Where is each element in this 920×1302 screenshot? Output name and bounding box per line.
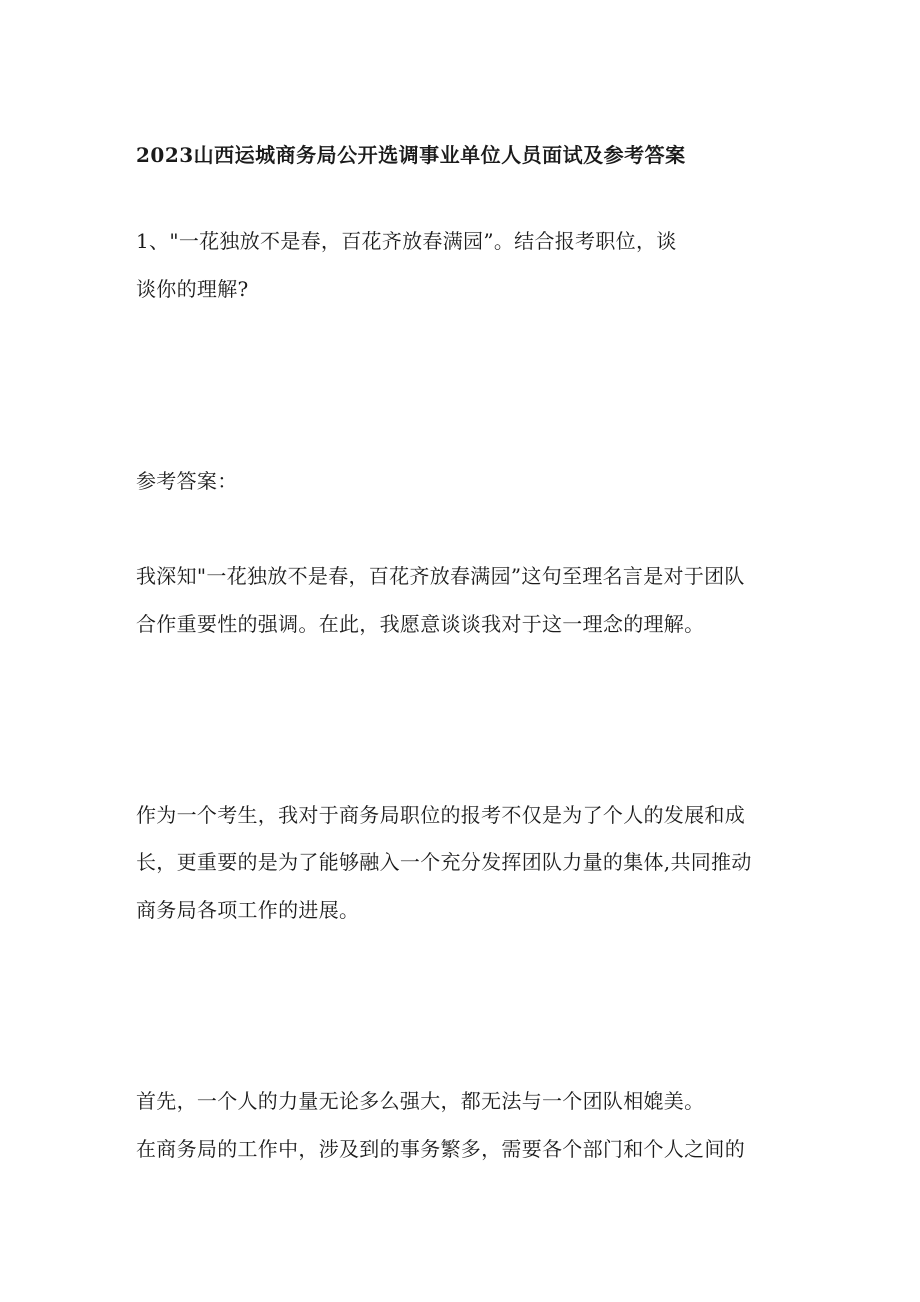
- paragraph-2-line-1: 作为一个考生，我对于商务局职位的报考不仅是为了个人的发展和成: [136, 803, 745, 827]
- question-line-1: 1、"一花独放不是春，百花齐放春满园”。结合报考职位，谈: [136, 229, 677, 253]
- paragraph-3-line-2: 在商务局的工作中，涉及到的事务繁多，需要各个部门和个人之间的: [136, 1137, 745, 1161]
- paragraph-2-line-2: 长，更重要的是为了能够融入一个充分发挥团队力量的集体,共同推动: [136, 850, 752, 874]
- document-title: 2023山西运城商务局公开选调事业单位人员面试及参考答案: [136, 143, 686, 167]
- question-line-2: 谈你的理解?: [136, 277, 249, 301]
- paragraph-2-line-3: 商务局各项工作的进展。: [136, 898, 360, 922]
- answer-label: 参考答案：: [136, 469, 238, 493]
- paragraph-3-line-1: 首先，一个人的力量无论多么强大，都无法与一个团队相媲美。: [136, 1089, 705, 1113]
- paragraph-1-line-1: 我深知"一花独放不是春，百花齐放春满园”这句至理名言是对于团队: [136, 564, 745, 588]
- paragraph-1-line-2: 合作重要性的强调。在此，我愿意谈谈我对于这一理念的理解。: [136, 612, 705, 636]
